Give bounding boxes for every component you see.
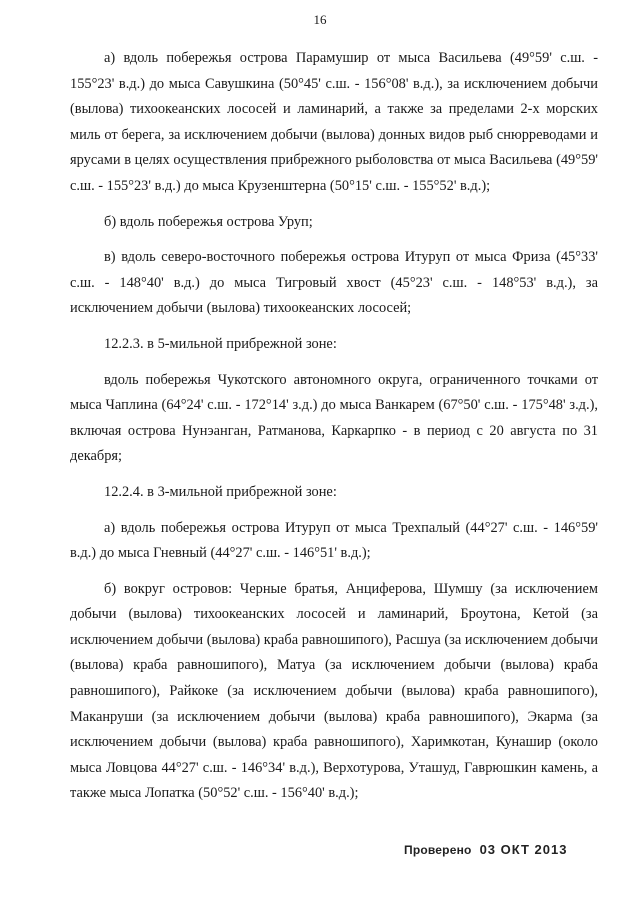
page-number: 16 bbox=[313, 12, 327, 27]
paragraph-paramushir: а) вдоль побережья острова Парамушир от мыса Васильева (49°59' с.ш. - 155°23' в.д.) до мыса Савушкина (50°45' с.ш. - 156°08' в.д.), за исключением добычи (вылова) тихоокеанских лососей и ламинарий, а также за пределами 2-х морских миль от берега, за исключением добычи (вылова) донных видов рыб снюрреводами и ярусами в целях осуществления прибрежного рыболовства от мыса Васильева (49°59' с.ш. - 155°23' в.д.) до мыса Крузенштерна (50°15' с.ш. - 155°52' в.д.); bbox=[70, 50, 598, 194]
paragraph-islands-list: б) вокруг островов: Черные братья, Анциферова, Шумшу (за исключением добычи (вылова) тихоокеанских лососей и ламинарий, Броутона, Кетой (за исключением добычи (вылова) краба равношипого), Расшуа (за исключением добычи (вылова) краба равношипого), Матуа (за исключением добычи (вылова) краба равношипого), Райкоке (за исключением добычи (вылова) краба равношипого), Маканруши (за исключением добычи (вылова) краба равношипого), Экарма (за исключением добычи (вылова) краба равношипого), Харимкотан, Кунашир (около мыса Ловцова 44°27' с.ш. - 146°34' в.д.), Верхотурова, Уташуд, Гаврюшкин камень, а также мыса Лопатка (50°52' с.ш. - 156°40' в.д.); bbox=[70, 580, 598, 802]
paragraph-3-mile-zone-heading: 12.2.4. в 3-мильной прибрежной зоне: bbox=[104, 483, 337, 500]
paragraph-iturup-trekhpaly: а) вдоль побережья острова Итуруп от мыса Трехпалый (44°27' с.ш. - 146°59' в.д.) до мыса Гневный (44°27' с.ш. - 146°51' в.д.); bbox=[70, 519, 598, 562]
paragraph-chukotka: вдоль побережья Чукотского автономного округа, ограниченного точками от мыса Чаплина (64°24' с.ш. - 172°14' з.д.) до мыса Ванкарем (67°50' с.ш. - 175°48' з.д.), включая острова Нунэанган, Ратманова, Каркарпко - в период с 20 августа по 31 декабря; bbox=[70, 371, 598, 465]
paragraph-urup: б) вдоль побережья острова Уруп; bbox=[104, 213, 313, 230]
stamp-date: 03 ОКТ 2013 bbox=[479, 842, 568, 857]
paragraph-5-mile-zone-heading: 12.2.3. в 5-мильной прибрежной зоне: bbox=[104, 335, 337, 352]
stamp-label: Проверено bbox=[404, 843, 472, 857]
verification-stamp bbox=[404, 842, 567, 857]
paragraph-iturup-northeast: в) вдоль северо-восточного побережья острова Итуруп от мыса Фриза (45°33' с.ш. - 148°40' в.д.) до мыса Тигровый хвост (45°23' с.ш. - 148°53' в.д.), за исключением добычи (вылова) тихоокеанских лососей; bbox=[70, 249, 598, 317]
document-body bbox=[70, 46, 598, 807]
